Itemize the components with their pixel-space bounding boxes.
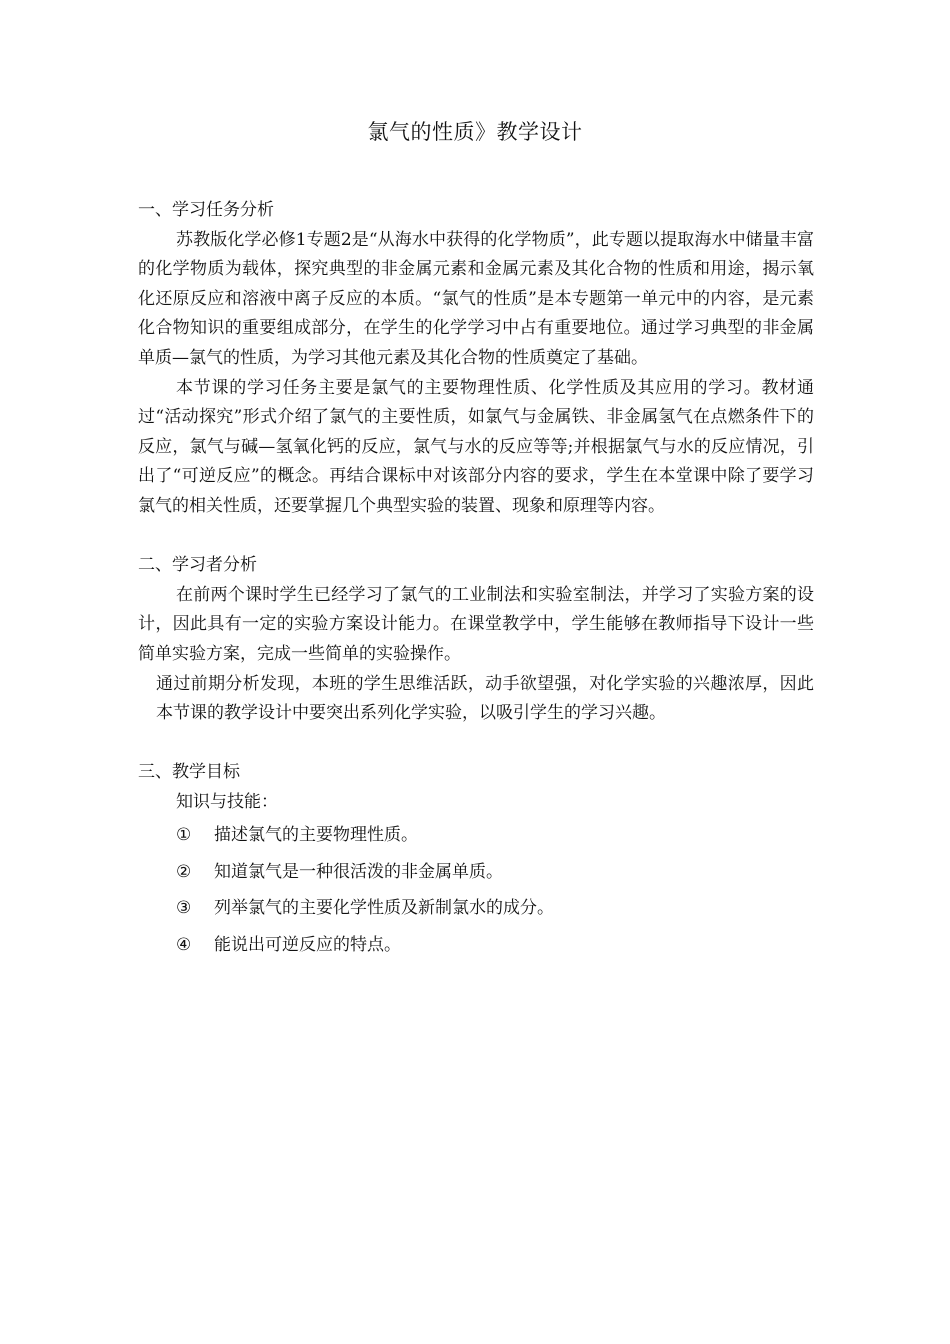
section-heading-task-analysis: 一、学习任务分析 [138,200,274,220]
goal-number: ② [176,861,192,882]
goal-list-item [138,817,814,854]
paragraph-learner-analysis-1: 在前两个课时学生已经学习了氯气的工业制法和实验室制法，并学习了实验方案的设计，因此具有一定的实验方案设计能力。在课堂教学中，学生能够在教师指导下设计一些简单实验方案，完成一些简单的实验操作。 [138,584,814,664]
document-title: 氯气的性质》教学设计 [367,120,583,144]
spacer [138,522,814,552]
spacer [138,729,814,759]
goal-number: ④ [176,934,192,955]
section-heading-teaching-goals: 三、教学目标 [138,762,240,783]
goal-text: 描述氯气的主要物理性质。 [214,825,418,846]
paragraph-task-analysis-2: 本节课的学习任务主要是氯气的主要物理性质、化学性质及其应用的学习。教材通过“活动探究”形式介绍了氯气的主要性质，如氯气与金属铁、非金属氢气在点燃条件下的反应，氯气与碱—氢氧化钙的反应，氯气与水的反应等等;并根据氯气与水的反应情况，引出了“可逆反应”的概念。再结合课标中对该部分内容的要求，学生在本堂课中除了要学习氯气的相关性质，还要掌握几个典型实验的装置、现象和原理等内容。 [138,377,814,516]
paragraph-learner-analysis-2: 通过前期分析发现，本班的学生思维活跃，动手欲望强，对化学实验的兴趣浓厚，因此本节课的教学设计中要突出系列化学实验，以吸引学生的学习兴趣。 [156,673,814,724]
paragraph-task-analysis-1: 苏教版化学必修1专题2是“从海水中获得的化学物质”，此专题以提取海水中储量丰富的化学物质为载体，探究典型的非金属元素和金属元素及其化合物的性质和用途，揭示氧化还原反应和溶液中离子反应的本质。“氯气的性质”是本专题第一单元中的内容，是元素化合物知识的重要组成部分，在学生的化学学习中占有重要地位。通过学习典型的非金属单质—氯气的性质，为学习其他元素及其化合物的性质奠定了基础。 [138,229,814,368]
goal-list-item [138,890,814,927]
document-body [138,196,814,963]
goal-list-item [138,927,814,964]
goal-number: ③ [176,898,192,919]
goal-text: 列举氯气的主要化学性质及新制氯水的成分。 [214,898,554,919]
section-heading-learner-analysis: 二、学习者分析 [138,555,257,576]
subheading-knowledge-skills: 知识与技能： [176,791,278,812]
goal-number: ① [176,825,192,846]
goal-text: 能说出可逆反应的特点。 [214,934,401,955]
goal-list-item [138,854,814,891]
goal-text: 知道氯气是一种很活泼的非金属单质。 [214,861,503,882]
